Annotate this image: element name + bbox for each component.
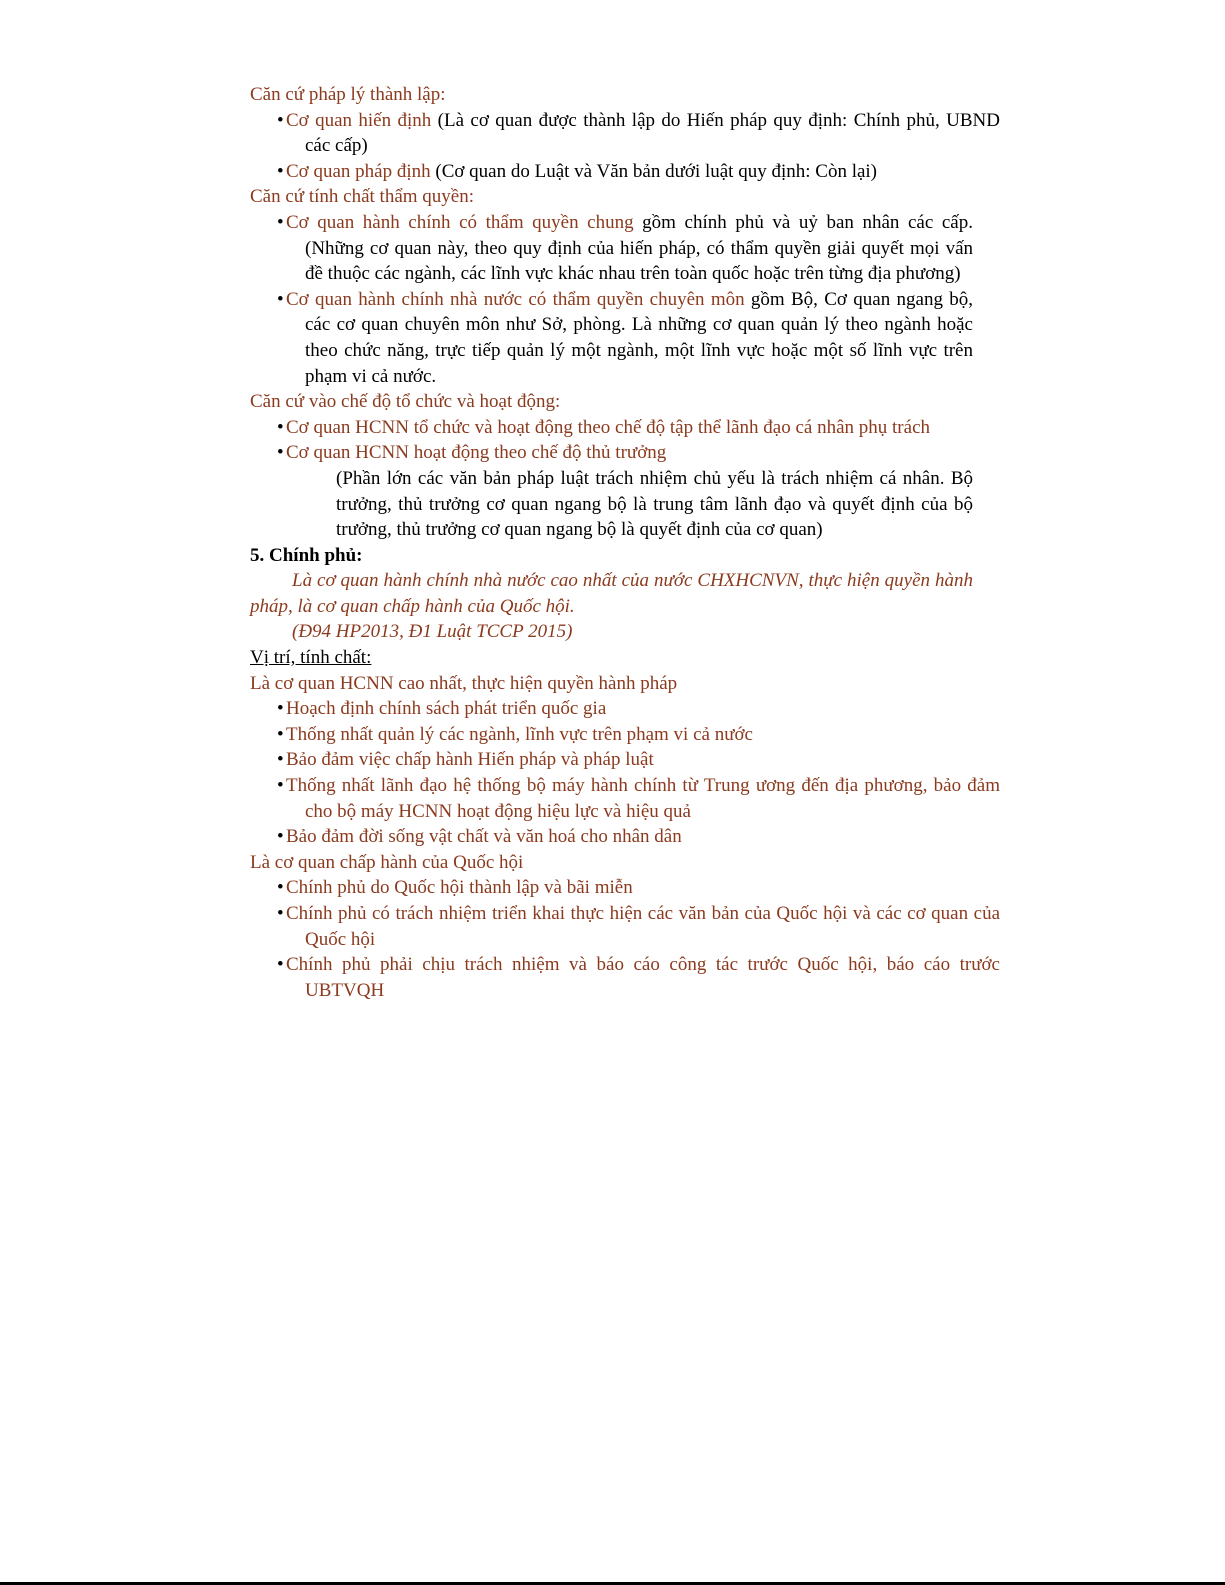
group-heading-executive: Là cơ quan HCNN cao nhất, thực hiện quyền hành pháp	[250, 672, 678, 694]
list-item: • Hoạch định chính sách phát triển quốc gia	[277, 698, 607, 720]
section-title-government: 5. Chính phủ:	[250, 544, 363, 566]
list-item: • Chính phủ phải chịu trách nhiệm và báo cáo công tác trước Quốc hội, báo cáo trước UBTVQH	[277, 954, 1000, 1001]
group-heading-executing-body: Là cơ quan chấp hành của Quốc hội	[250, 851, 524, 873]
section-heading-legal-basis: Căn cứ pháp lý thành lập:	[250, 84, 446, 105]
legal-citation: (Đ94 HP2013, Đ1 Luật TCCP 2015)	[292, 621, 573, 643]
section-heading-competence: Căn cứ tính chất thẩm quyền:	[250, 186, 474, 208]
list-item: • Cơ quan HCNN hoạt động theo chế độ thủ trưởng	[277, 442, 667, 464]
list-item: • Cơ quan hiến định (Là cơ quan được thành lập do Hiến pháp quy định: Chính phủ, UBND các cấp)	[277, 109, 1000, 157]
subheading-position: Vị trí, tính chất:	[250, 647, 372, 669]
definition-paragraph: Là cơ quan hành chính nhà nước cao nhất của nước CHXHCNVN, thực hiện quyền hành pháp, là cơ quan chấp hành của Quốc hội.	[250, 570, 973, 617]
list-item: • Cơ quan pháp định (Cơ quan do Luật và Văn bản dưới luật quy định: Còn lại)	[277, 160, 878, 182]
document-page	[250, 82, 1000, 1003]
list-item: • Thống nhất quản lý các ngành, lĩnh vực trên phạm vi cả nước	[277, 723, 753, 745]
list-item: • Cơ quan HCNN tổ chức và hoạt động theo chế độ tập thể lãnh đạo cá nhân phụ trách	[277, 416, 930, 438]
list-item: • Chính phủ có trách nhiệm triển khai thực hiện các văn bản của Quốc hội và các cơ quan của Quốc hội	[277, 903, 1000, 950]
list-item: • Cơ quan hành chính nhà nước có thẩm quyền chuyên môn gồm Bộ, Cơ quan ngang bộ, các cơ quan chuyên môn như Sở, phòng. Là những cơ quan quản lý theo ngành hoặc theo chức năng, trực tiếp quản lý một ngành, một lĩnh vực hoặc một số lĩnh vực trên phạm vi cả nước.	[277, 288, 973, 387]
list-item: • Cơ quan hành chính có thẩm quyền chung gồm chính phủ và uỷ ban nhân các cấp. (Những cơ quan này, theo quy định của hiến pháp, có thẩm quyền giải quyết mọi vấn đề thuộc các ngành, các lĩnh vực khác nhau trên toàn quốc hoặc trên từng địa phương)	[277, 211, 973, 285]
section-heading-organization: Căn cứ vào chế độ tổ chức và hoạt động:	[250, 391, 561, 413]
list-item: • Thống nhất lãnh đạo hệ thống bộ máy hành chính từ Trung ương đến địa phương, bảo đảm cho bộ máy HCNN hoạt động hiệu lực và hiệu quả	[277, 775, 1000, 822]
list-item: • Bảo đảm đời sống vật chất và văn hoá cho nhân dân	[277, 826, 682, 848]
list-item: • Chính phủ do Quốc hội thành lập và bãi miễn	[277, 877, 633, 899]
explanatory-note: (Phần lớn các văn bản pháp luật trách nhiệm chủ yếu là trách nhiệm cá nhân. Bộ trưởng, thủ trưởng cơ quan ngang bộ là trung tâm lãnh đạo và quyết định của bộ trưởng, thủ trưởng cơ quan ngang bộ là quyết định của cơ quan)	[336, 467, 973, 541]
list-item: • Bảo đảm việc chấp hành Hiến pháp và pháp luật	[277, 749, 654, 771]
